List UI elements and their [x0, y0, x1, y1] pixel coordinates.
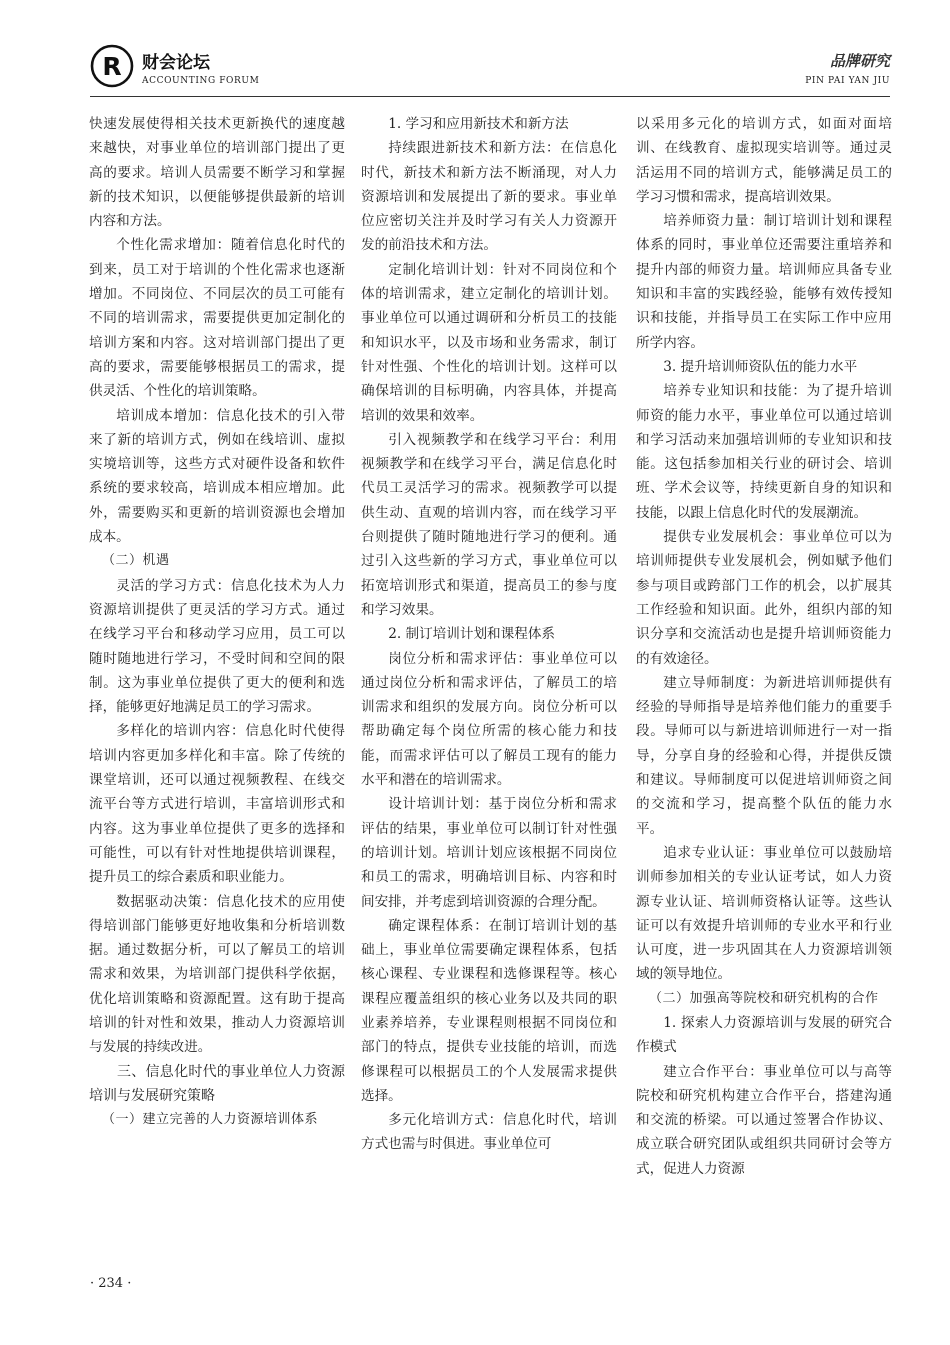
- text-column-1: [89, 112, 345, 1272]
- paragraph: 引入视频教学和在线学习平台：利用视频教学和在线学习平台，满足信息化时代员工灵活学习的需求。视频教学可以提供生动、直观的培训内容，而在线学习平台则提供了随时随地进行学习的便利。通过引入这些新的学习方式，事业单位可以拓宽培训形式和渠道，提高员工的参与度和学习效果。: [361, 431, 617, 618]
- text-column-3: [636, 112, 892, 1272]
- page-header: [90, 44, 890, 92]
- paragraph: 建立导师制度：为新进培训师提供有经验的导师指导是培养他们能力的重要手段。导师可以与新进培训师进行一对一指导，分享自身的经验和心得，并提供反馈和建议。导师制度可以促进培训师资之间的交流和学习，提高整个队伍的能力水平。: [636, 674, 892, 837]
- subsection-heading: （一）建立完善的人力资源培训体系: [102, 1112, 319, 1128]
- paragraph: 确定课程体系：在制订培训计划的基础上，事业单位需要确定课程体系，包括核心课程、专业课程和选修课程等。核心课程应覆盖组织的核心业务以及共同的职业素养培养，专业课程则根据不同岗位和部门的特点，提供专业技能的培训，而选修课程可以根据员工的个人发展需求提供选择。: [361, 917, 617, 1104]
- paragraph: 灵活的学习方式：信息化技术为人力资源培训提供了更灵活的学习方式。通过在线学习平台和移动学习应用，员工可以随时随地进行学习，不受时间和空间的限制。这为事业单位提供了更大的便利和选择，能够更好地满足员工的学习需求。: [89, 577, 345, 716]
- header-rule: [90, 96, 890, 97]
- paragraph: 定制化培训计划：针对不同岗位和个体的培训需求，建立定制化的培训计划。事业单位可以通过调研和分析员工的技能和知识水平，以及市场和业务需求，制订针对性强、个性化的培训计划。这样可以确保培训的目标明确，内容具体，并提高培训的效果和效率。: [361, 261, 617, 424]
- item-heading: 1. 探索人力资源培训与发展的研究合作模式: [636, 1014, 892, 1056]
- paragraph: 设计培训计划：基于岗位分析和需求评估的结果，事业单位可以制订针对性强的培训计划。培训计划应该根据不同岗位和员工的需求，明确培训目标、内容和时间安排，并考虑到培训资源的合理分配。: [361, 796, 617, 910]
- column-title-en: PIN PAI YAN JIU: [805, 76, 890, 86]
- section-heading: 三、信息化时代的事业单位人力资源培训与发展研究策略: [89, 1063, 345, 1104]
- paragraph: 培养师资力量：制订培训计划和课程体系的同时，事业单位还需要注重培养和提升内部的师资力量。培训师应具备专业知识和丰富的实践经验，能够有效传授知识和技能，并指导员工在实际工作中应用所学内容。: [636, 213, 892, 351]
- paragraph: 快速发展使得相关技术更新换代的速度越来越快，对事业单位的培训部门提出了更高的要求。培训人员需要不断学习和掌握新的技术知识，以便能够提供最新的培训内容和方法。: [89, 116, 345, 230]
- paragraph: 数据驱动决策：信息化技术的应用使得培训部门能够更好地收集和分析培训数据。通过数据分析，可以了解员工的培训需求和效果，为培训部门提供科学依据，优化培训策略和资源配置。这有助于提高培训的针对性和效果，推动人力资源培训与发展的持续改进。: [89, 893, 345, 1056]
- svg-text:R: R: [102, 52, 122, 81]
- paragraph: 多元化培训方式：信息化时代，培训方式也需与时俱进。事业单位可: [361, 1112, 617, 1153]
- item-heading: 2. 制订培训计划和课程体系: [388, 626, 556, 643]
- paragraph: 个性化需求增加：随着信息化时代的到来，员工对于培训的个性化需求也逐渐增加。不同岗位、不同层次的员工可能有不同的培训需求，需要提供更加定制化的培训方案和内容。这对培训部门提出了更高的要求，需要能够根据员工的需求，提供灵活、个性化的培训策略。: [89, 237, 345, 400]
- column-title: 品牌研究: [829, 52, 890, 70]
- item-heading: 3. 提升培训师资队伍的能力水平: [663, 358, 858, 375]
- paragraph: 以采用多元化的培训方式，如面对面培训、在线教育、虚拟现实培训等。通过灵活运用不同的培训方式，能够满足员工的学习习惯和需求，提高培训效果。: [636, 116, 892, 205]
- paragraph: 多样化的培训内容：信息化时代使得培训内容更加多样化和丰富。除了传统的课堂培训，还可以通过视频教程、在线交流平台等方式进行培训，丰富培训形式和内容。这为事业单位提供了更多的选择和可能性，可以有针对性地提供培训课程，提升员工的综合素质和职业能力。: [89, 723, 345, 886]
- journal-name: 财会论坛: [142, 53, 210, 73]
- paragraph: 持续跟进新技术和新方法：在信息化时代，新技术和新方法不断涌现，对人力资源培训和发展提出了新的要求。事业单位应密切关注并及时学习有关人力资源开发的前沿技术和方法。: [361, 140, 617, 254]
- paragraph: 追求专业认证：事业单位可以鼓励培训师参加相关的专业认证考试，如人力资源专业认证、培训师资格认证等。这些认证可以有效提升培训师的专业水平和行业认可度，进一步巩固其在人力资源培训领域的领导地位。: [636, 844, 892, 983]
- text-column-2: [361, 112, 617, 1272]
- paragraph: 建立合作平台：事业单位可以与高等院校和研究机构建立合作平台，搭建沟通和交流的桥梁。可以通过签署合作协议、成立联合研究团队或组织共同研讨会等方式，促进人力资源: [636, 1063, 892, 1177]
- registered-logo-icon: [90, 44, 134, 88]
- journal-name-en: ACCOUNTING FORUM: [142, 76, 260, 86]
- paragraph: 岗位分析和需求评估：事业单位可以通过岗位分析和需求评估，了解员工的培训需求和组织的发展方向。岗位分析可以帮助确定每个岗位所需的核心能力和技能，而需求评估可以了解员工现有的能力水平和潜在的培训需求。: [361, 650, 617, 789]
- subsection-heading: （二）加强高等院校和研究机构的合作: [649, 990, 879, 1006]
- paragraph: 培养专业知识和技能：为了提升培训师资的能力水平，事业单位可以通过培训和学习活动来加强培训师的专业知识和技能。这包括参加相关行业的研讨会、培训班、学术会议等，持续更新自身的知识和技能，以跟上信息化时代的发展潮流。: [636, 383, 892, 521]
- item-heading: 1. 学习和应用新技术和新方法: [388, 116, 569, 132]
- paragraph: 培训成本增加：信息化技术的引入带来了新的培训方式，例如在线培训、虚拟实境培训等，这些方式对硬件设备和软件系统的要求较高，培训成本相应增加。此外，需要购买和更新的培训资源也会增加成本。: [89, 407, 345, 546]
- paragraph: 提供专业发展机会：事业单位可以为培训师提供专业发展机会，例如赋予他们参与项目或跨部门工作的机会，以扩展其工作经验和知识面。此外，组织内部的知识分享和交流活动也是提升培训师资能力的有效途径。: [636, 529, 892, 667]
- page-number: · 234 ·: [90, 1276, 132, 1291]
- subsection-heading: （二）机遇: [102, 553, 170, 569]
